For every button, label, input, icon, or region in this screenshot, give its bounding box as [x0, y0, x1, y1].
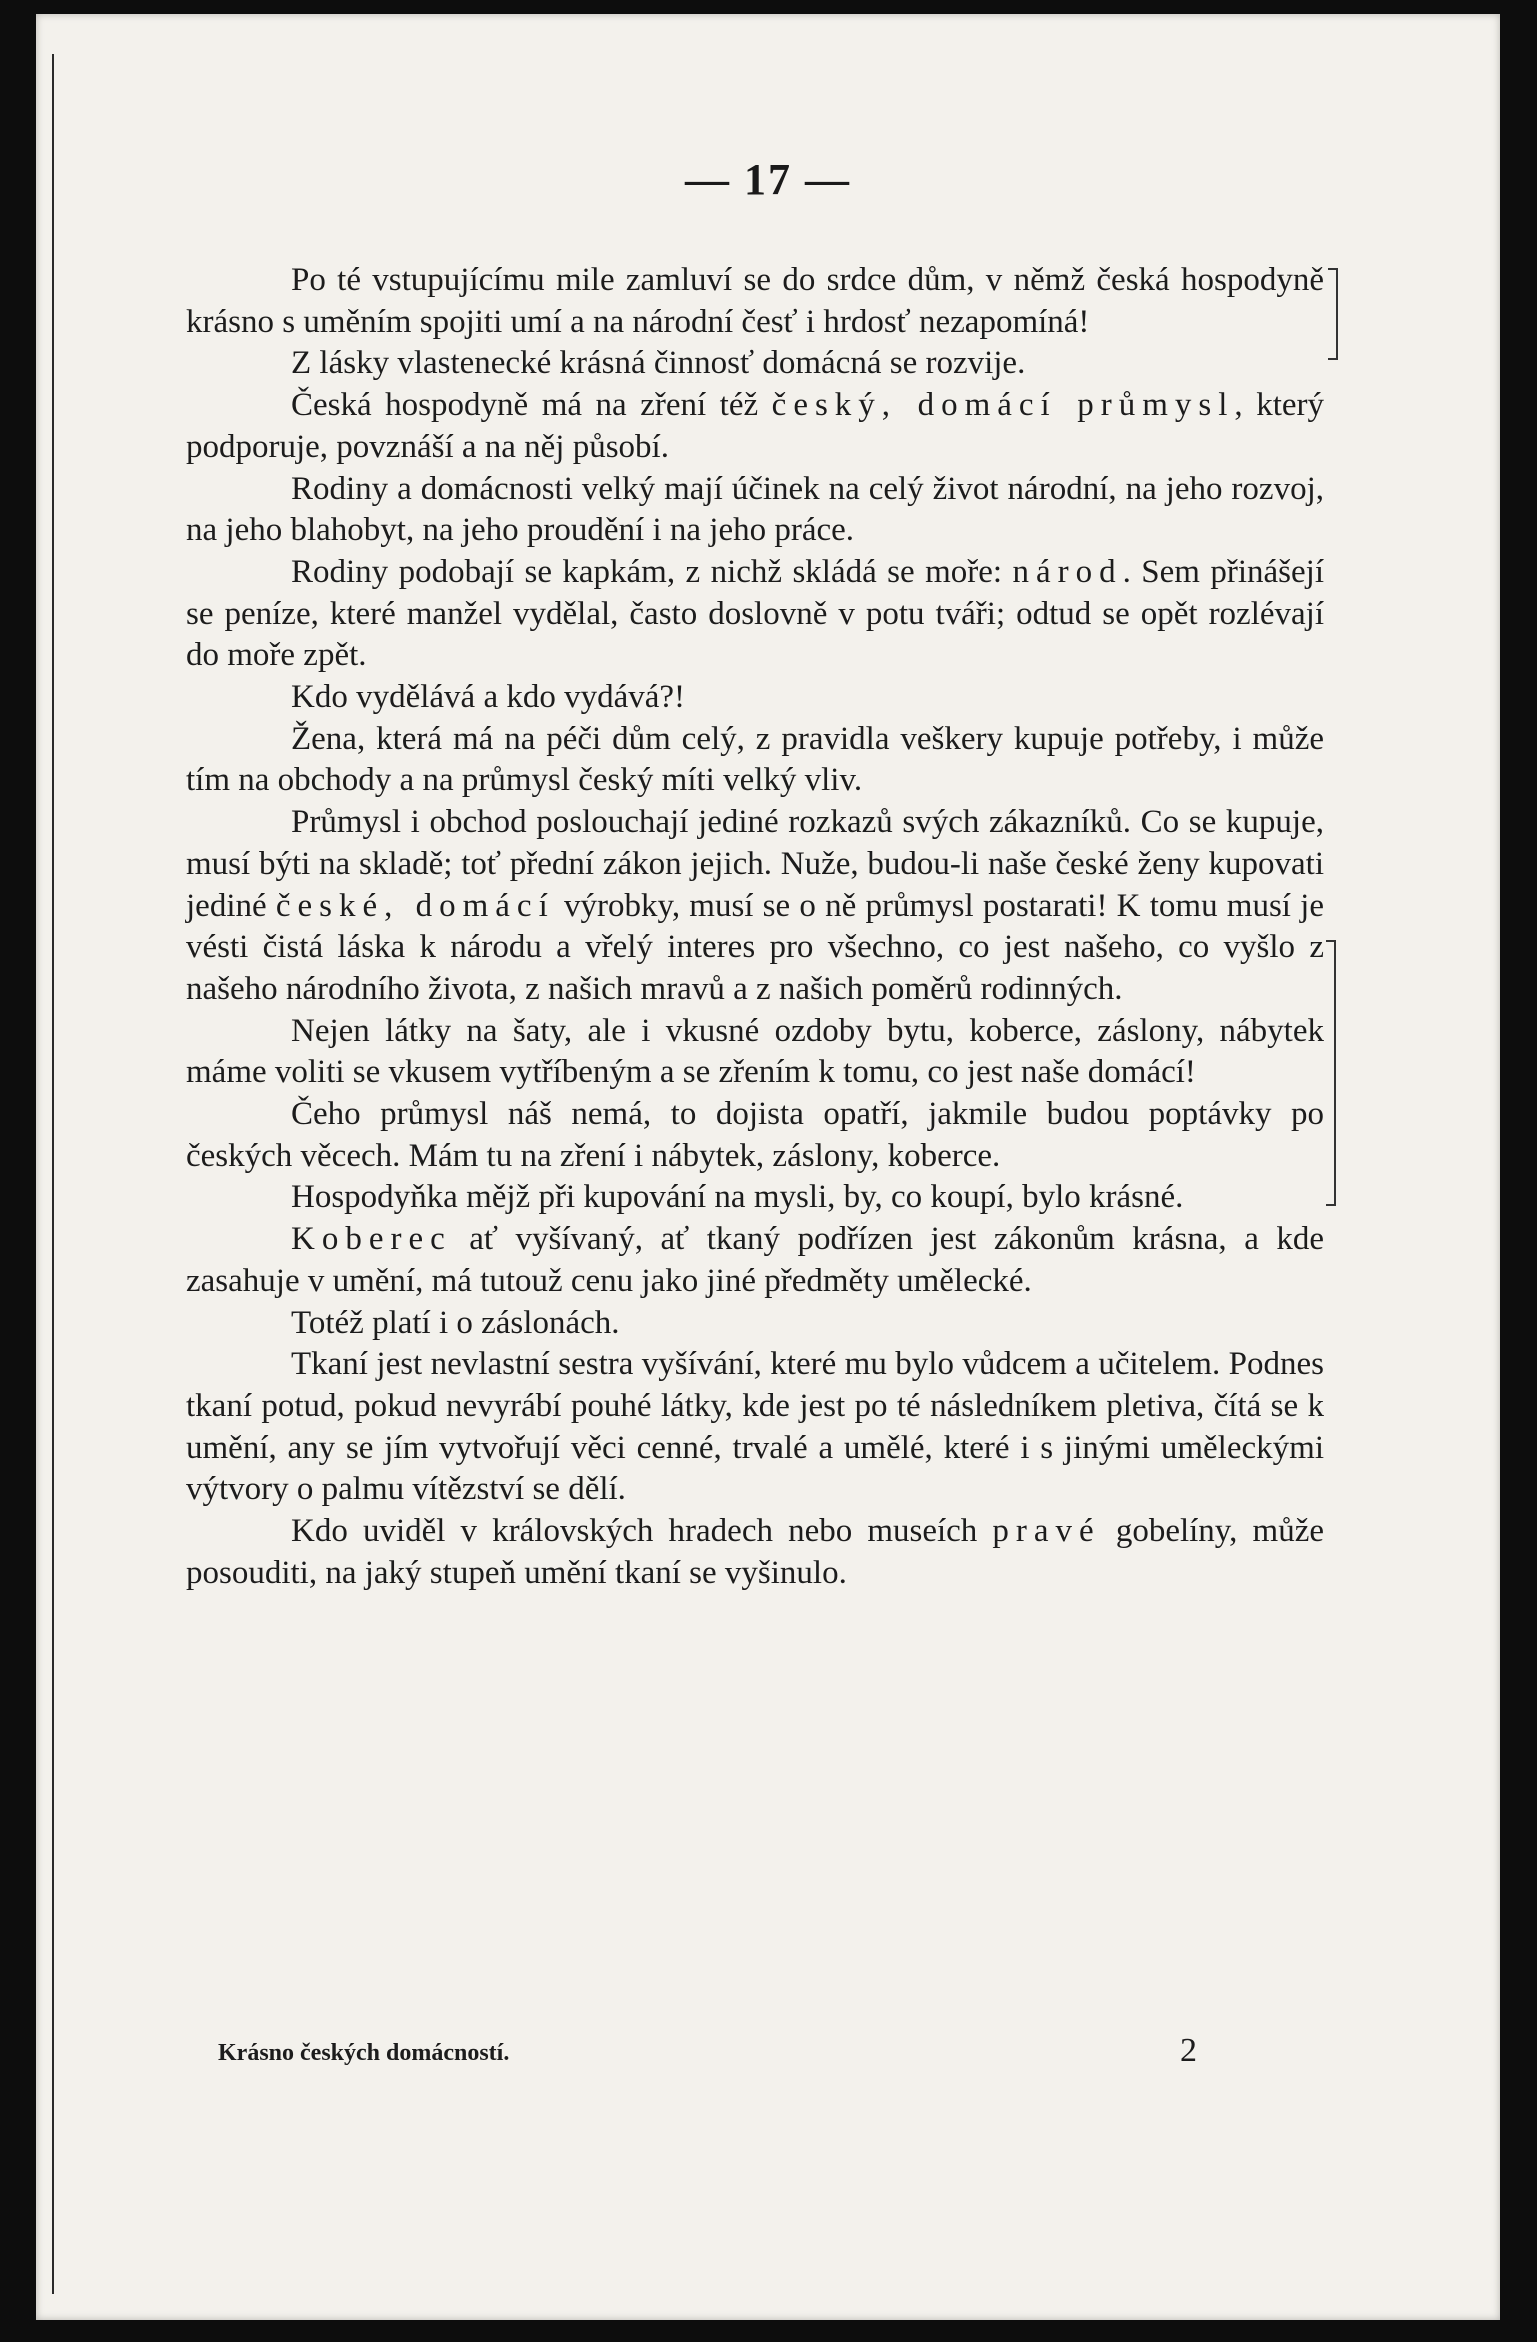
- paragraph-text: Tkaní jest nevlastní sestra vyšívání, které mu bylo vůdcem a učitelem. Podnes tkaní potud, pokud nevyrábí pouhé látky, kde jest po té následníkem pletiva, čítá se k umění, any se jím vytvořují věci cenné, trvalé a umělé, které i s jinými uměleckými výtvory o palmu vítězství se dělí.: [186, 1346, 1324, 1508]
- emphasized-text: český, domácí průmysl: [771, 387, 1235, 424]
- paragraph-text: výrobky, musí se o ně průmysl postarati! K tomu musí je vésti čistá láska k národu a vřelý interes pro všechno, co jest našeho, co vyšlo z našeho národního života, z našich mravů a z našich poměrů rodinných.: [186, 887, 1324, 1007]
- paragraph-text: Z lásky vlastenecké krásná činnosť domácná se rozvije.: [291, 345, 1026, 382]
- paragraph-text: Hospodyňka mějž při kupování na mysli, by, co koupí, bylo krásné.: [291, 1179, 1184, 1216]
- emphasized-text: české, domácí: [275, 887, 555, 924]
- paragraph-text: gobelíny, může posouditi, na jaký stupeň umění tkaní se vyšinulo.: [186, 1513, 1324, 1591]
- paragraph: [186, 469, 1324, 552]
- paragraph-text: Rodiny a domácnosti velký mají účinek na celý život národní, na jeho rozvoj, na jeho blahobyt, na jeho proudění i na jeho práce.: [186, 470, 1324, 549]
- paragraph: [186, 260, 1324, 343]
- paragraph-text: Po té vstupujícímu mile zamluví se do srdce dům, v němž česká hospodyně krásno s uměním spojiti umí a na národní česť i hrdosť nezapomíná!: [186, 262, 1324, 340]
- paragraph: [186, 1344, 1324, 1511]
- paragraph-text: Průmysl i obchod poslouchají jediné rozkazů svých zákazníků. Co se kupuje, musí býti na skladě; toť přední zákon jejich. Nuže, budou-li naše české ženy kupovati jediné: [186, 804, 1324, 924]
- paragraph-text: Kdo uviděl v královských hradech nebo museích: [291, 1513, 993, 1550]
- paragraph: [186, 1511, 1324, 1594]
- paragraph: [186, 385, 1324, 468]
- margin-bracket: [1326, 940, 1336, 1206]
- footer-title: Krásno českých domácností.: [218, 2040, 510, 2066]
- paragraph: [186, 343, 1324, 385]
- paragraph: [186, 677, 1324, 719]
- paragraph: [186, 1177, 1324, 1219]
- emphasized-text: Koberec: [291, 1221, 452, 1258]
- paragraph-text: Rodiny podobají se kapkám, z nichž skládá se moře:: [291, 553, 1013, 590]
- paragraph: [186, 719, 1324, 802]
- body-text: [186, 260, 1324, 1595]
- paragraph-text: , který podporuje, povznáší a na něj působí.: [186, 387, 1325, 465]
- paragraph: [186, 1011, 1324, 1094]
- paragraph: [186, 552, 1324, 677]
- paragraph-text: Čeho průmysl náš nemá, to dojista opatří, jakmile budou poptávky po českých věcech. Mám tu na zření i nábytek, záslony, koberce.: [186, 1096, 1324, 1174]
- paragraph: [186, 802, 1324, 1011]
- page-number: — 17 —: [685, 155, 851, 204]
- paragraph-text: Totéž platí i o záslonách.: [291, 1304, 620, 1341]
- paragraph-text: Česká hospodyně má na zření též: [291, 387, 772, 424]
- emphasized-text: pravé: [992, 1513, 1101, 1550]
- footer-signature: 2: [1180, 2032, 1197, 2069]
- paragraph-text: Nejen látky na šaty, ale i vkusné ozdoby bytu, koberce, záslony, nábytek máme voliti se vkusem vytříbeným a se zřením k tomu, co jest naše domácí!: [186, 1012, 1324, 1091]
- paragraph-text: Žena, která má na péči dům celý, z pravidla veškery kupuje potřeby, i může tím na obchody a na průmysl český míti velký vliv.: [186, 720, 1324, 799]
- paragraph: [186, 1094, 1324, 1177]
- page-edge-line: [52, 54, 54, 2294]
- margin-bracket: [1328, 268, 1338, 360]
- paragraph-text: Kdo vydělává a kdo vydává?!: [291, 679, 686, 716]
- paragraph-text: . Sem přinášejí se peníze, které manžel vydělal, často doslovně v potu tváři; odtud se opět rozlévají do moře zpět.: [186, 553, 1324, 674]
- paragraph: [186, 1219, 1324, 1302]
- book-page: [36, 14, 1500, 2320]
- paragraph: [186, 1303, 1324, 1345]
- emphasized-text: národ: [1012, 553, 1123, 590]
- paragraph-text: ať vyšívaný, ať tkaný podřízen jest zákonům krásna, a kde zasahuje v umění, má tutouž cenu jako jiné předměty umělecké.: [186, 1221, 1324, 1299]
